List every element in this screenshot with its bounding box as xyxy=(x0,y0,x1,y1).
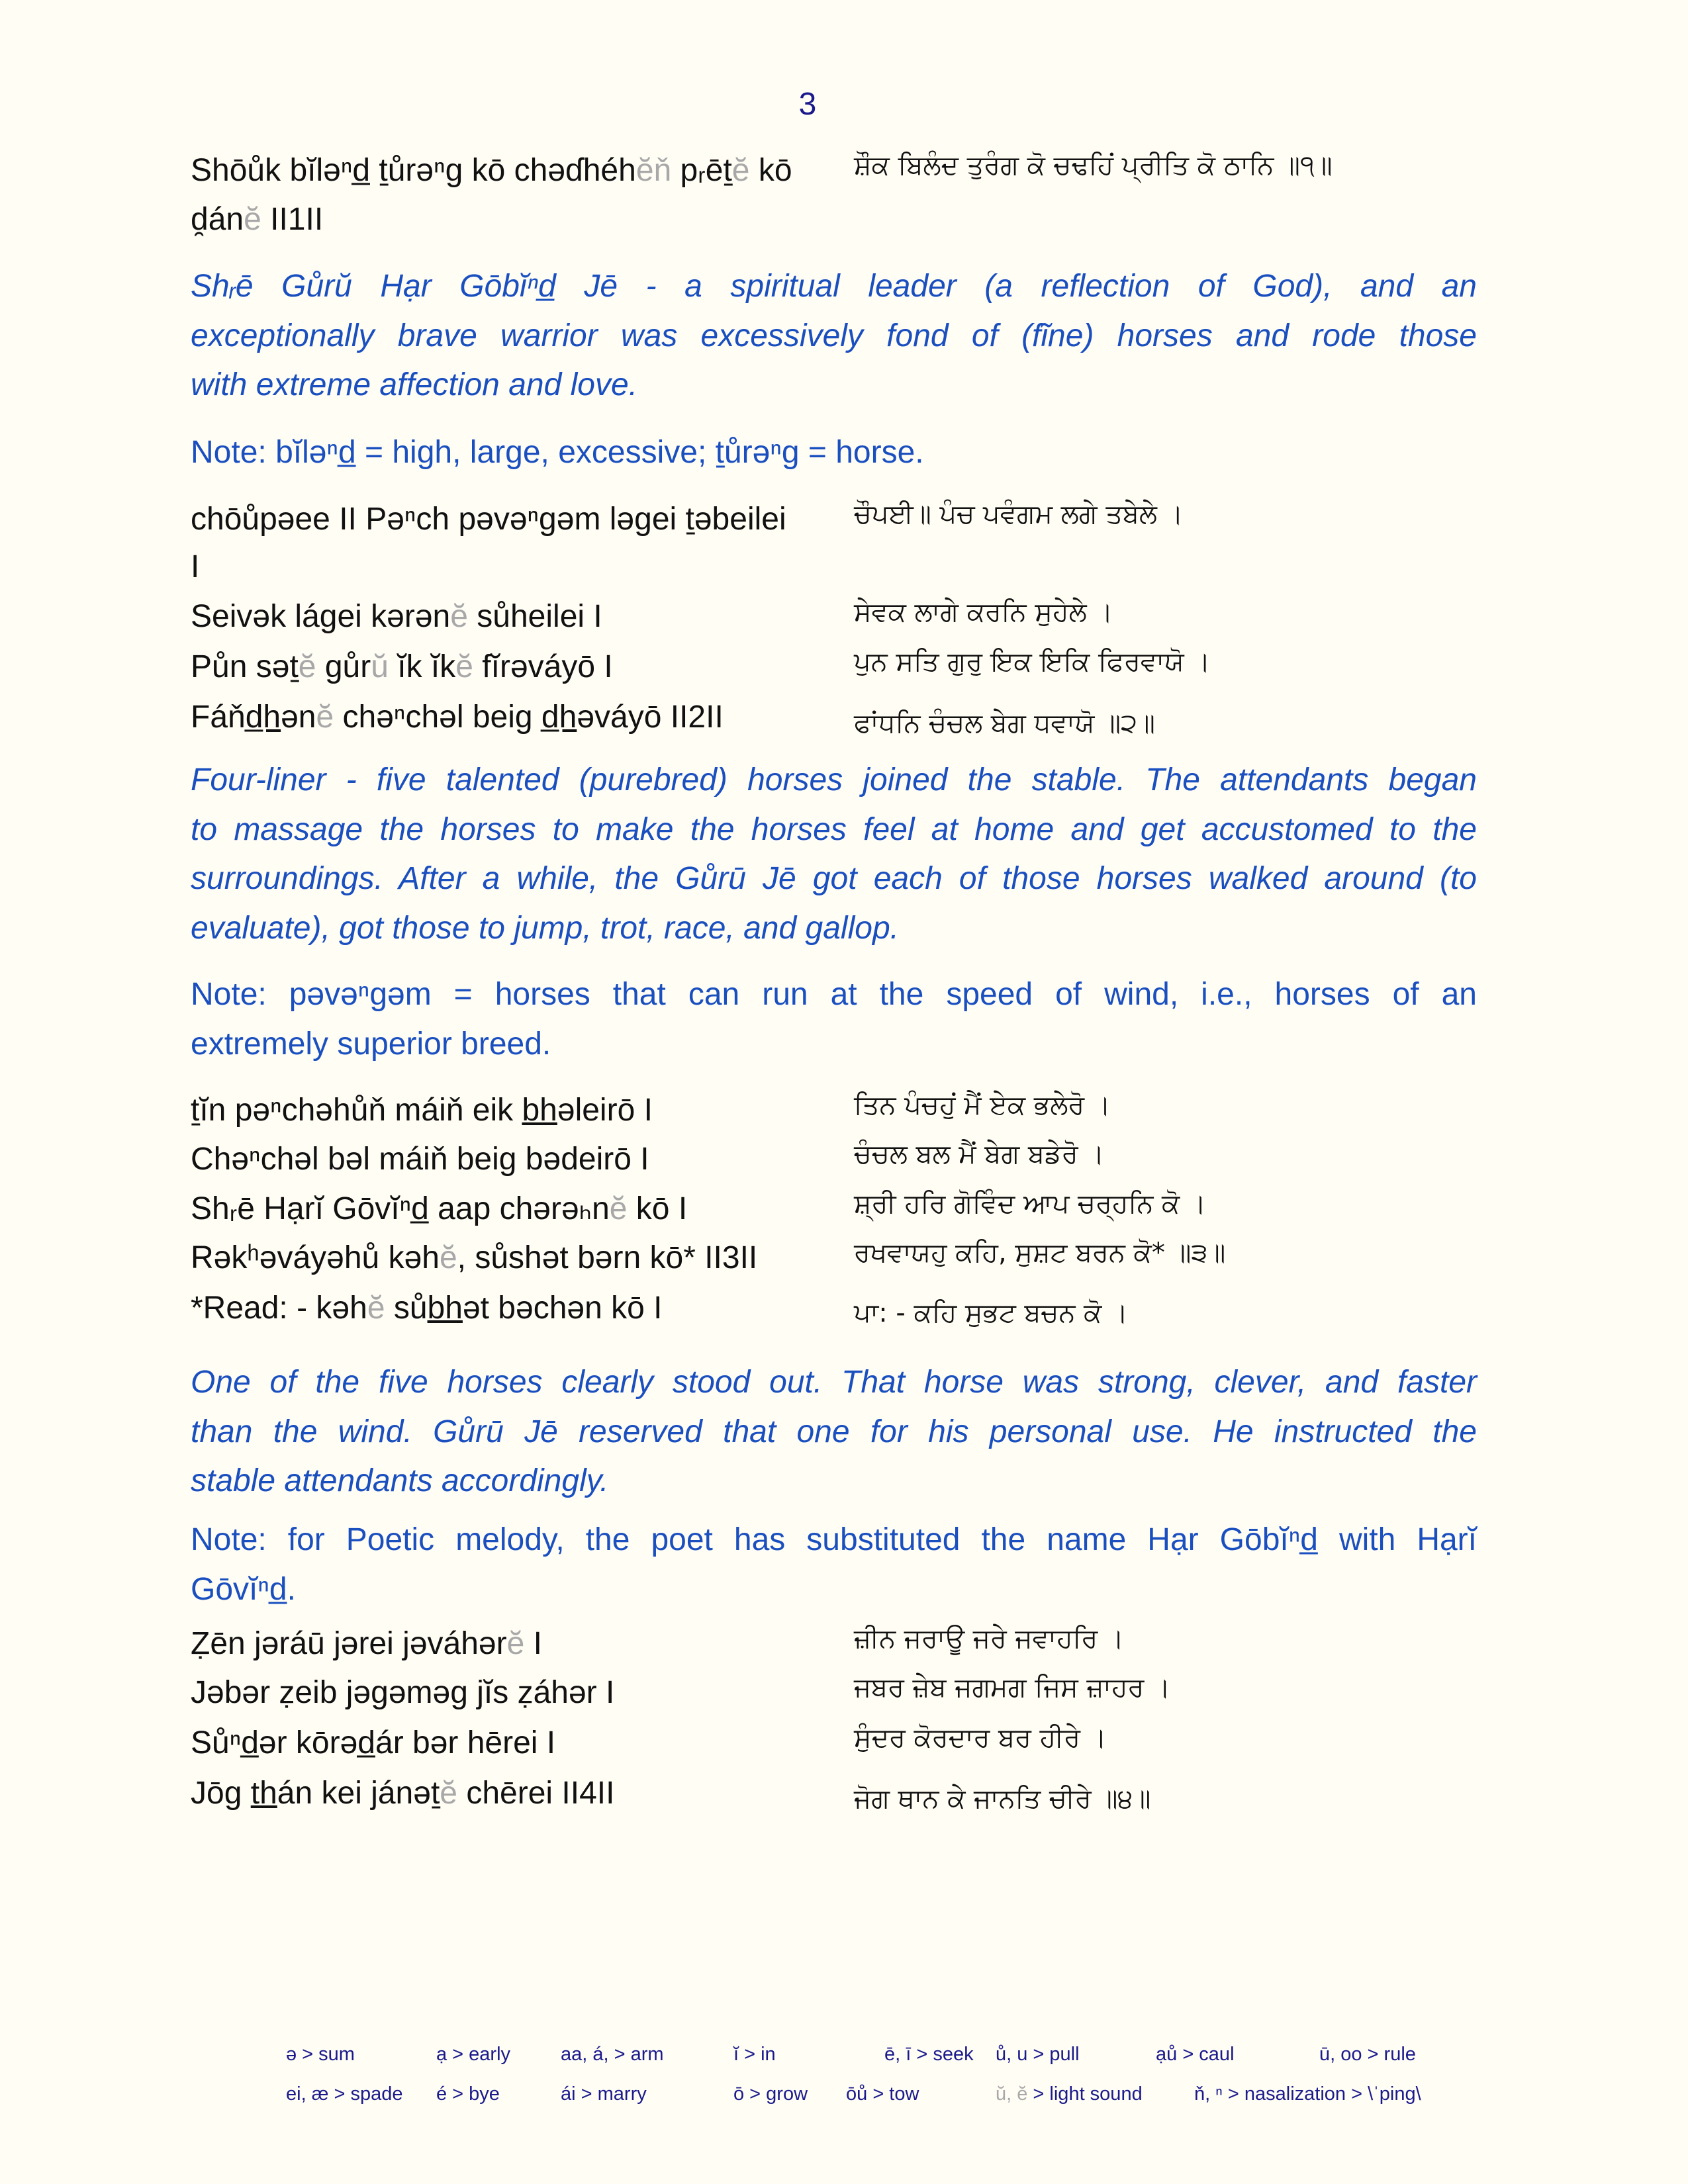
pronunciation-key-item: ē, ī > seek xyxy=(884,2044,974,2065)
pronunciation-key-item: ōů > tow xyxy=(846,2083,919,2105)
verse-transliteration-line xyxy=(191,1673,614,1713)
gurmukhi-verse-line: ਰਖਵਾਯਹੁ ਕਹਿ, ਸੁਸ਼ਟ ਬਰਨ ਕੋ* ॥੩॥ xyxy=(854,1238,1226,1268)
text-segment: Sůⁿd̲ər kōrəd̲ár bər hērei I xyxy=(191,1725,556,1760)
text-segment: sů xyxy=(385,1291,428,1326)
text-segment: ən xyxy=(281,700,316,735)
pronunciation-key-item: ái > marry xyxy=(561,2083,647,2105)
text-segment: gůr xyxy=(316,649,371,684)
pronunciation-key-item: ň, ⁿ > nasalization > \ˈping\ xyxy=(1194,2083,1421,2105)
underlined-segment: th xyxy=(250,1776,277,1811)
pronunciation-key-item: ĭ > in xyxy=(733,2044,776,2065)
light-sound-segment: ĕ xyxy=(455,649,473,684)
verse-transliteration-line xyxy=(191,1140,649,1179)
text-segment: *Read: - kəh xyxy=(191,1291,367,1326)
gurmukhi-verse-line: ਪੁਨ ਸਤਿ ਗੁਰੁ ਇਕ ਇਕਿ ਫਿਰਵਾਯੋ । xyxy=(854,647,1211,677)
light-sound-segment: ĕ xyxy=(244,202,261,237)
text-segment: ṯĭn pəⁿchəhůň máiň eik xyxy=(191,1093,522,1128)
light-sound-segment: ĕ xyxy=(440,1776,457,1811)
text-segment: ĭk ĭk xyxy=(388,649,456,684)
note-line: Note: pəvəⁿgəm = horses that can run at the speed of wind, i.e., horses of an xyxy=(191,977,1477,1012)
page-number: 3 xyxy=(798,87,817,122)
commentary-line: Shᵣē Gůrŭ Hạr Gōbĭⁿd̲ Jē - a spiritual leader (a reflection of God), and an xyxy=(191,269,1477,304)
gurmukhi-verse-line: ਸ਼੍ਰੀ ਹਰਿ ਗੋਵਿੰਦ ਆਪ ਚਰ੍ਹਨਿ ਕੋ । xyxy=(854,1189,1207,1219)
pronunciation-key-item: é > bye xyxy=(436,2083,500,2105)
verse-transliteration-line xyxy=(191,1624,542,1664)
verse-transliteration-line xyxy=(191,200,323,240)
underlined-segment: bh xyxy=(427,1291,463,1326)
gurmukhi-verse-line: ਚੌਪਈ॥ ਪੰਚ ਪਵੰਗਮ ਲਗੇ ਤਬੇਲੇ । xyxy=(854,499,1184,529)
text-segment: Jōg xyxy=(191,1776,251,1811)
light-sound-segment: ĕ xyxy=(316,700,334,735)
verse-transliteration-line xyxy=(191,1774,614,1813)
text-segment: chērei II4II xyxy=(457,1776,615,1811)
commentary-line: exceptionally brave warrior was excessively fond of (fĩne) horses and rode those xyxy=(191,318,1477,353)
light-sound-segment: ĕ xyxy=(298,649,316,684)
text-segment: əleirō I xyxy=(557,1093,653,1128)
underlined-segment: d̲h xyxy=(245,700,281,735)
text-segment: d̯án xyxy=(191,202,244,237)
pronunciation-key-item: ů, u > pull xyxy=(996,2044,1080,2065)
text-segment: án kei jánəṯ xyxy=(277,1776,440,1811)
gurmukhi-verse-line: ਜ਼ੀਨ ਜਰਾਊ ਜਰੇ ਜਵਾਹਰਿ । xyxy=(854,1623,1124,1654)
verse-transliteration-line xyxy=(191,1091,653,1130)
gurmukhi-verse-line: ਫਾਂਧਨਿ ਚੰਚਲ ਬੇਗ ਧਵਾਯੋ ॥੨॥ xyxy=(854,708,1155,739)
commentary-line: stable attendants accordingly. xyxy=(191,1463,609,1498)
pronunciation-key-item xyxy=(996,2083,1143,2105)
commentary-line: than the wind. Gůrū Jē reserved that one for his personal use. He instructed the xyxy=(191,1414,1477,1449)
gurmukhi-verse-line: ਸੁੰਦਰ ਕੋਰਦਾਰ ਬਰ ਹੀਰੇ । xyxy=(854,1723,1107,1753)
text-segment: Shōůk bĭləⁿd̲ ṯůrəⁿg kō chəɗhéh xyxy=(191,153,636,188)
text-segment: I xyxy=(191,549,200,584)
text-segment: kō xyxy=(749,153,792,188)
light-sound-segment: ĕ xyxy=(367,1291,385,1326)
verse-transliteration-line xyxy=(191,597,602,637)
underlined-segment: bh xyxy=(522,1093,557,1128)
pronunciation-key-item: ạů > caul xyxy=(1156,2044,1235,2065)
note-line: Note: for Poetic melody, the poet has substituted the name Hạr Gōbĭⁿd̲ with Hạrĭ xyxy=(191,1522,1477,1557)
pronunciation-key-item: ạ > early xyxy=(436,2044,511,2065)
verse-transliteration-line xyxy=(191,547,199,587)
text-segment: ət bəchən kō I xyxy=(462,1291,663,1326)
text-segment: chəⁿchəl beig xyxy=(334,700,541,735)
gurmukhi-verse-line: ਜੋਗ ਥਾਨ ਕੇ ਜਾਨਤਿ ਚੀਰੇ ॥੪॥ xyxy=(854,1784,1151,1814)
text-segment: Půn səṯ xyxy=(191,649,299,684)
pronunciation-key-item: ei, æ > spade xyxy=(286,2083,403,2105)
underlined-segment: d̲h xyxy=(541,700,577,735)
commentary-line: surroundings. After a while, the Gůrū Jē got each of those horses walked around (to xyxy=(191,861,1477,896)
text-segment: I xyxy=(524,1626,542,1661)
light-sound-segment: ĕ xyxy=(439,1240,457,1275)
light-sound-segment: ĕ xyxy=(450,599,468,634)
text-segment: fĭrəváyō I xyxy=(473,649,613,684)
commentary-line: to massage the horses to make the horses feel at home and get accustomed to the xyxy=(191,811,1477,847)
note-line: Gōvĭⁿd̲. xyxy=(191,1571,296,1607)
text-segment: əváyō II2II xyxy=(577,700,724,735)
text-segment: Seivək lágei kərən xyxy=(191,599,451,634)
gurmukhi-verse-line: ਸੇਵਕ ਲਾਗੇ ਕਰਨਿ ਸੁਹੇਲੇ । xyxy=(854,597,1113,627)
verse-transliteration-line xyxy=(191,698,724,737)
pronunciation-key-item: ə > sum xyxy=(286,2044,355,2065)
verse-transliteration-line xyxy=(191,1289,662,1328)
note-line: extremely superior breed. xyxy=(191,1026,551,1062)
text-segment: Ẓēn jəráū jərei jəváhər xyxy=(191,1626,507,1661)
commentary-line: Four-liner - five talented (purebred) horses joined the stable. The attendants began xyxy=(191,762,1477,797)
text-segment: kō I xyxy=(627,1191,688,1226)
verse-transliteration-line xyxy=(191,1189,687,1229)
light-sound-symbol: ŭ, ĕ xyxy=(996,2083,1028,2105)
gurmukhi-verse-line: ਸ਼ੌਕ ਬਿਲੰਦ ਤੁਰੰਗ ਕੋ ਚਢਹਿਂ ਪ੍ਰੀਤਿ ਕੋ ਠਾਨਿ ॥੧॥ xyxy=(854,150,1333,181)
note-line: Note: bĭləⁿd̲ = high, large, excessive; ṯůrəⁿg = horse. xyxy=(191,435,924,470)
gurmukhi-verse-line: ਪਾ: - ਕਹਿ ਸੁਭਟ ਬਚਨ ਕੋ । xyxy=(854,1298,1129,1328)
commentary-line: with extreme affection and love. xyxy=(191,367,638,402)
gurmukhi-verse-line: ਜਬਰ ਜ਼ੇਬ ਜਗਮਗ ਜਿਸ ਜ਼ਾਹਰ । xyxy=(854,1672,1171,1703)
text-segment: sůheilei I xyxy=(467,599,602,634)
key-description: > light sound xyxy=(1027,2083,1143,2105)
text-segment: Rəkʰəváyəhů kəh xyxy=(191,1240,440,1275)
light-sound-segment: ŭ xyxy=(371,649,389,684)
light-sound-segment: ĕ xyxy=(731,153,750,188)
commentary-line: One of the five horses clearly stood out. That horse was strong, clever, and faster xyxy=(191,1365,1477,1400)
pronunciation-key-item: aa, á, > arm xyxy=(561,2044,664,2065)
text-segment: Chəⁿchəl bəl máiň beig bədeirō I xyxy=(191,1142,649,1177)
verse-transliteration-line xyxy=(191,1723,555,1763)
commentary-line: evaluate), got those to jump, trot, race, and gallop. xyxy=(191,910,899,946)
text-segment: II1II xyxy=(261,202,324,237)
verse-transliteration-line xyxy=(191,1238,757,1278)
pronunciation-key-item: ō > grow xyxy=(733,2083,808,2105)
text-segment: Fáň xyxy=(191,700,246,735)
verse-transliteration-line xyxy=(191,151,792,191)
text-segment: Shᵣē Hạrĭ Gōvĭⁿd̲ aap chərəₕn xyxy=(191,1191,610,1226)
text-segment: Jəbər ẓeib jəgəməg jĭs ẓáhər I xyxy=(191,1675,615,1710)
verse-transliteration-line xyxy=(191,647,613,687)
pronunciation-key-item: ū, oo > rule xyxy=(1319,2044,1416,2065)
text-segment: chōůpəee II Pəⁿch pəvəⁿgəm ləgei ṯəbeilei xyxy=(191,502,786,537)
gurmukhi-verse-line: ਤਿਨ ਪੰਚਹੁਂ ਮੈਂ ਏਕ ਭਲੇਰੋ । xyxy=(854,1090,1111,1120)
light-sound-segment: ĕ xyxy=(609,1191,628,1226)
light-sound-segment: ĕň xyxy=(635,153,672,188)
text-segment: , sůshət bərn kō* II3II xyxy=(457,1240,758,1275)
gurmukhi-verse-line: ਚੰਚਲ ਬਲ ਮੈਂ ਬੇਗ ਬਡੇਰੋ । xyxy=(854,1139,1105,1169)
verse-transliteration-line xyxy=(191,500,786,539)
light-sound-segment: ĕ xyxy=(506,1626,525,1661)
text-segment: pᵣēṯ xyxy=(671,153,732,188)
